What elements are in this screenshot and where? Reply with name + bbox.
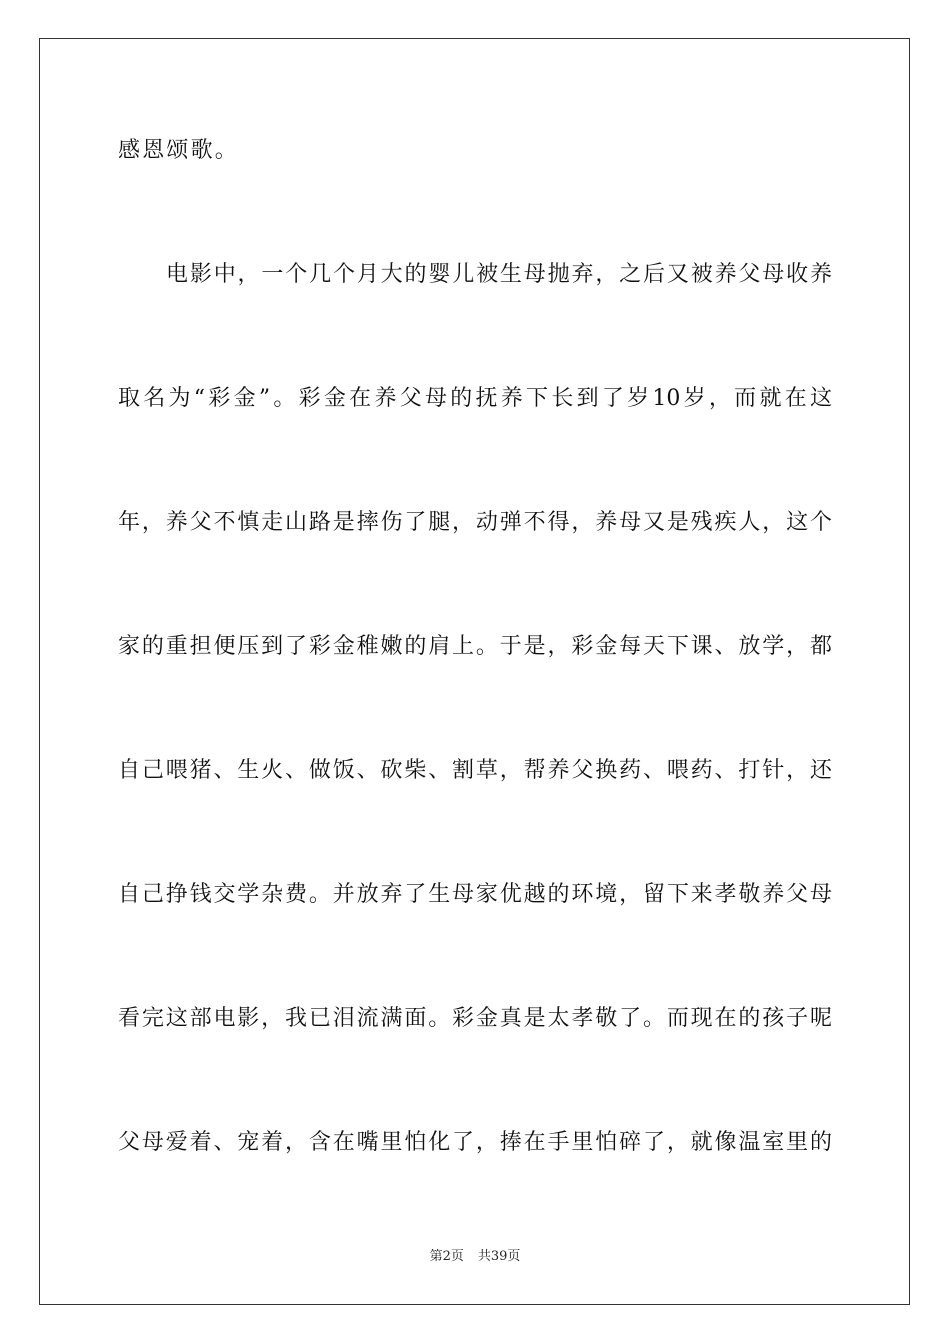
text-line-2: 电影中，一个几个月大的婴儿被生母抛弃，之后又被养父母收养 bbox=[166, 262, 832, 287]
text-line-1: 感恩颂歌。 bbox=[118, 138, 240, 163]
text-line-9: 父母爱着、宠着，含在嘴里怕化了，捧在手里怕碎了，就像温室里的 bbox=[118, 1130, 832, 1155]
page-number: 第2页 bbox=[429, 1249, 464, 1264]
text-line-5: 家的重担便压到了彩金稚嫩的肩上。于是，彩金每天下课、放学，都 bbox=[118, 634, 832, 659]
page-total: 共39页 bbox=[477, 1249, 521, 1264]
page-footer bbox=[0, 1248, 950, 1266]
text-line-8: 看完这部电影，我已泪流满面。彩金真是太孝敬了。而现在的孩子呢 bbox=[118, 1006, 832, 1031]
page-frame bbox=[39, 38, 910, 1305]
text-line-4: 年，养父不慎走山路是摔伤了腿，动弹不得，养母又是残疾人，这个 bbox=[118, 510, 832, 535]
text-line-6: 自己喂猪、生火、做饭、砍柴、割草，帮养父换药、喂药、打针，还 bbox=[118, 758, 832, 783]
text-line-7: 自己挣钱交学杂费。并放弃了生母家优越的环境，留下来孝敬养父母 bbox=[118, 882, 832, 907]
text-line-3: 取名为“彩金”。彩金在养父母的抚养下长到了岁10岁，而就在这 bbox=[118, 386, 832, 411]
